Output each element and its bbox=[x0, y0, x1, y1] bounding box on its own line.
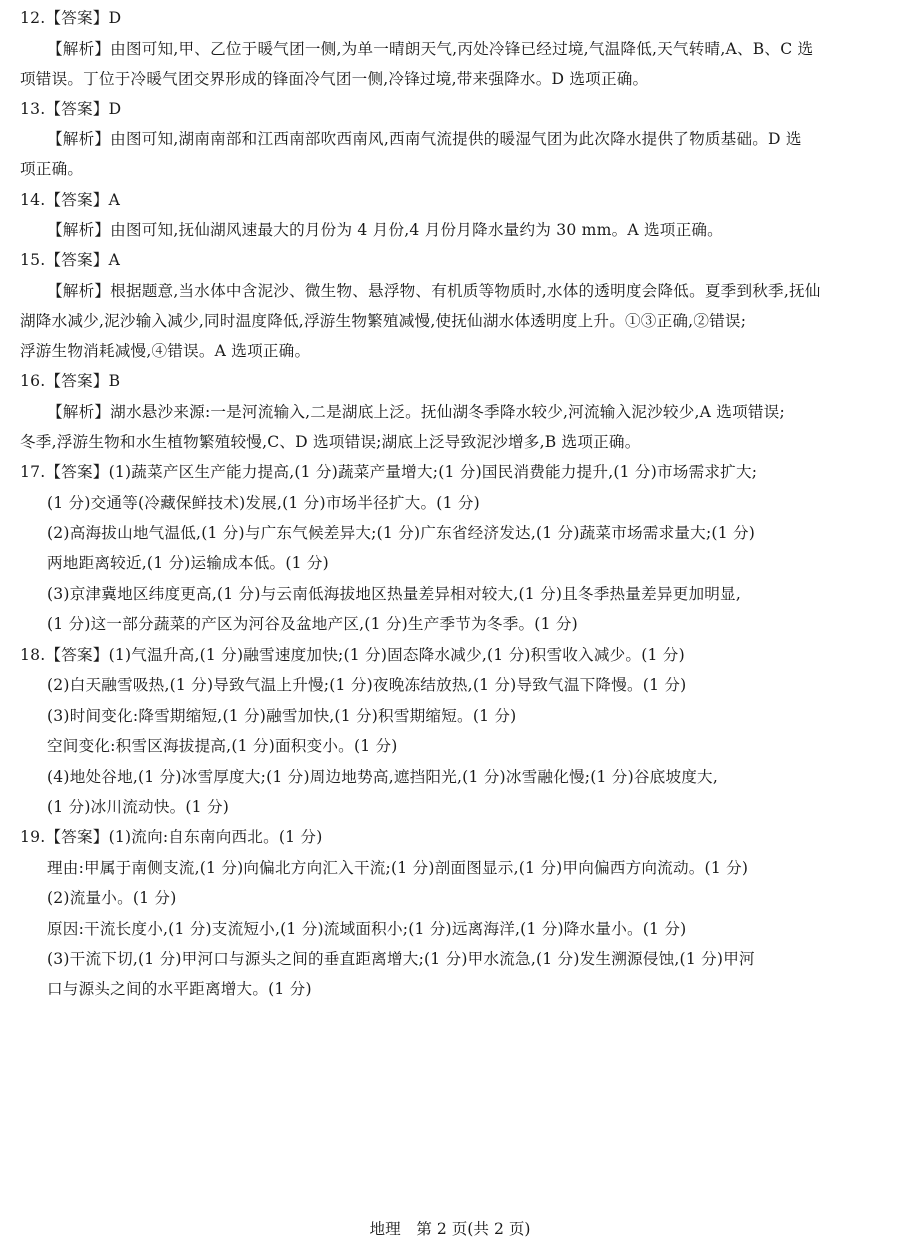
q19-analysis-line: 原因:干流长度小,(1 分)支流短小,(1 分)流域面积小;(1 分)远离海洋,(1 分)降水量小。(1 分) bbox=[47, 920, 687, 938]
q17-analysis-line: 两地距离较近,(1 分)运输成本低。(1 分) bbox=[47, 554, 329, 572]
q14-analysis-line: 【解析】由图可知,抚仙湖风速最大的月份为 4 月份,4 月份月降水量约为 30 mm。A 选项正确。 bbox=[47, 221, 723, 239]
q18-analysis-line: (3)时间变化:降雪期缩短,(1 分)融雪加快,(1 分)积雪期缩短。(1 分) bbox=[47, 707, 517, 725]
q19-analysis-line: (2)流量小。(1 分) bbox=[47, 889, 177, 907]
q18-analysis-line: (4)地处谷地,(1 分)冰雪厚度大;(1 分)周边地势高,遮挡阳光,(1 分)冰雪融化慢;(1 分)谷底坡度大, bbox=[47, 768, 719, 786]
q15-answer: 15.【答案】A bbox=[20, 251, 121, 269]
q12-analysis-line: 【解析】由图可知,甲、乙位于暖气团一侧,为单一晴朗天气,丙处冷锋已经过境,气温降低,天气转晴,A、B、C 选 bbox=[47, 40, 814, 58]
q18-answer: 18.【答案】(1)气温升高,(1 分)融雪速度加快;(1 分)固态降水减少,(1 分)积雪收入减少。(1 分) bbox=[20, 646, 685, 664]
q14-answer: 14.【答案】A bbox=[20, 191, 121, 209]
q17-analysis-line: (1 分)交通等(冷藏保鲜技术)发展,(1 分)市场半径扩大。(1 分) bbox=[47, 494, 480, 512]
q19-analysis-line: 口与源头之间的水平距离增大。(1 分) bbox=[47, 980, 312, 998]
q15-analysis-line: 【解析】根据题意,当水体中含泥沙、微生物、悬浮物、有机质等物质时,水体的透明度会降低。夏季到秋季,抚仙 bbox=[47, 282, 821, 300]
q12-analysis-line: 项错误。丁位于冷暖气团交界形成的锋面冷气团一侧,冷锋过境,带来强降水。D 选项正确。 bbox=[20, 70, 649, 88]
q13-analysis-line: 项正确。 bbox=[20, 160, 84, 178]
q17-answer: 17.【答案】(1)蔬菜产区生产能力提高,(1 分)蔬菜产量增大;(1 分)国民消费能力提升,(1 分)市场需求扩大; bbox=[20, 463, 758, 481]
q18-analysis-line: (1 分)冰川流动快。(1 分) bbox=[47, 798, 230, 816]
q19-analysis-line: 理由:甲属于南侧支流,(1 分)向偏北方向汇入干流;(1 分)剖面图显示,(1 分)甲向偏西方向流动。(1 分) bbox=[47, 859, 749, 877]
q15-analysis-line: 湖降水减少,泥沙输入减少,同时温度降低,浮游生物繁殖减慢,使抚仙湖水体透明度上升。①③正确,②错误; bbox=[20, 312, 747, 330]
q17-analysis-line: (1 分)这一部分蔬菜的产区为河谷及盆地产区,(1 分)生产季节为冬季。(1 分) bbox=[47, 615, 578, 633]
q17-analysis-line: (3)京津冀地区纬度更高,(1 分)与云南低海拔地区热量差异相对较大,(1 分)且冬季热量差异更加明显, bbox=[47, 585, 742, 603]
q16-answer: 16.【答案】B bbox=[20, 372, 121, 390]
q13-analysis-line: 【解析】由图可知,湖南南部和江西南部吹西南风,西南气流提供的暖湿气团为此次降水提供了物质基础。D 选 bbox=[47, 130, 802, 148]
q13-answer: 13.【答案】D bbox=[20, 100, 122, 118]
q17-analysis-line: (2)高海拔山地气温低,(1 分)与广东气候差异大;(1 分)广东省经济发达,(1 分)蔬菜市场需求量大;(1 分) bbox=[47, 524, 756, 542]
q18-analysis-line: 空间变化:积雪区海拔提高,(1 分)面积变小。(1 分) bbox=[47, 737, 398, 755]
q16-analysis-line: 冬季,浮游生物和水生植物繁殖较慢,C、D 选项错误;湖底上泛导致泥沙增多,B 选项正确。 bbox=[20, 433, 641, 451]
q19-answer: 19.【答案】(1)流向:自东南向西北。(1 分) bbox=[20, 828, 323, 846]
page-footer: 地理 第 2 页(共 2 页) bbox=[369, 1220, 531, 1238]
q15-analysis-line: 浮游生物消耗减慢,④错误。A 选项正确。 bbox=[20, 342, 311, 360]
q12-answer: 12.【答案】D bbox=[20, 9, 122, 27]
q18-analysis-line: (2)白天融雪吸热,(1 分)导致气温上升慢;(1 分)夜晚冻结放热,(1 分)导致气温下降慢。(1 分) bbox=[47, 676, 687, 694]
q16-analysis-line: 【解析】湖水悬沙来源:一是河流输入,二是湖底上泛。抚仙湖冬季降水较少,河流输入泥沙较少,A 选项错误; bbox=[47, 403, 785, 421]
q19-analysis-line: (3)干流下切,(1 分)甲河口与源头之间的垂直距离增大;(1 分)甲水流急,(1 分)发生溯源侵蚀,(1 分)甲河 bbox=[47, 950, 755, 968]
